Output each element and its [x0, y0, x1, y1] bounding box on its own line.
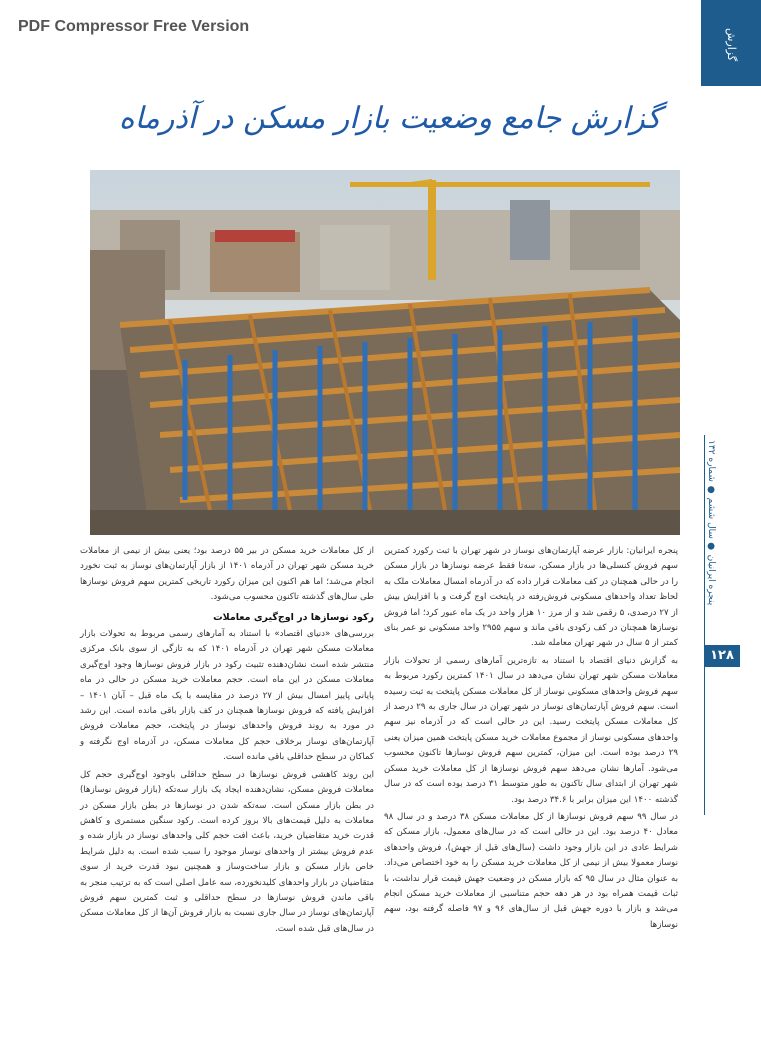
construction-photo: [90, 170, 680, 535]
paragraph: این روند کاهشی فروش نوسازها در سطح حداقلی باوجود اوج‌گیری حجم کل معاملات فروش مسکن، نشان‌دهنده ایجاد یک بازار سه‌تکه (بازار فروش نوسازها) در بطن بازار مسکن است. سه‌تکه شدن در نوسازها در بطن بازار مسکن در معاملات به دلیل قیمت‌های بالا بروز کرده است. رکود سنگین مستمری و کاهش قدرت خرید متقاضیان خرید، باعث افت حجم کلی واحدهای نوساز در بازار شده و عدم فروش بیشتر از واحدهای نوساز موجود را سبب شده است. به دلیل شرایط خاص بازار مسکن و بازار ساخت‌وساز و همچنین نبود قدرت خرید از سوی متقاضیان در بازار واحدهای کلیدنخورده، سه عامل اصلی است که به ترتیب منجر به باقی ماندن فروش نوسازها در سطح حداقلی و ثبت کمترین سهم فروش آپارتمان‌های نوساز در سال جاری نسبت به بازار فروش آن‌ها از کل معاملات مسکن در سال‌های قبل شده است.: [80, 769, 374, 934]
article-title: گزارش جامع وضعیت بازار مسکن در آذرماه: [118, 101, 662, 136]
paragraph: از کل معاملات خرید مسکن در بیر ۵۵ درصد بود؛ یعنی بیش از نیمی از معاملات خرید مسکن شهر تهران در آذرماه ۱۴۰۱ از بازار آپارتمان‌های نوساز به ثبت نخورد انجام می‌شد؛ اما هم اکنون این میزان رکورد تاریخی کمترین سهم فروش نوسازها طی سال‌های گذشته تاکنون محسوب می‌شود.: [80, 546, 374, 603]
section-subheading: رکود نوسازها در اوج‌گیری معاملات: [213, 611, 374, 623]
page-number: ۱۲۸: [704, 645, 740, 667]
paragraph: پنجره ایرانیان: بازار عرضه آپارتمان‌های نوساز در شهر تهران با ثبت رکورد کمترین سهم فروش کنسلی‌ها در بازار مسکن، سه‌تا فقط عرضه نوسازها در بازار مسکن را در حالی همچنان در کف معاملات قرار داده که در آذرماه امسال معاملات ملک به لحاظ تعداد واحدهای مسکونی فروش‌رفته در پایتخت اوج گرفت و با افزایش بیش از ۲۷ درصدی، ۵ رقمی شد و از مرز ۱۰ هزار واحد در یک ماه عبور کرد؛ اما فروش نوسازها همچنان در کف رکودی باقی ماند و سهم ۲۹۵۵ واحد مسکونی نو عمر بنای کمتر از ۵ سال در شهر تهران معامله شد.: [384, 546, 678, 649]
section-label: گزارش: [725, 28, 738, 62]
text-column-left: [80, 544, 374, 939]
paragraph: در سال ۹۹ سهم فروش نوسازها از کل معاملات مسکن ۳۸ درصد و در سال ۹۸ معادل ۴۰ درصد بود. این در حالی است که در سال‌های معمول، بازار مسکن که شرایط عادی در این بازار وجود داشت (سال‌های قبل از جهش)، فروش واحدهای نوساز معمولا بیش از نیمی از کل معاملات خرید مسکن را به خود اختصاص می‌داد. به عنوان مثال در سال ۹۵ که بازار مسکن در وضعیت جهش قیمت قرار نداشت، با ثبات قیمت همراه بود در هر دهه حجم متناسبی از معاملات خرید مسکن انجام می‌شد و بازار با دوره جهش قبل از سال‌های ۹۶ و ۹۷ فاصله گرفته بود، سهم نوسازها: [384, 811, 679, 930]
watermark-text: PDF Compressor Free Version: [18, 18, 250, 35]
side-caption: پنجره ایرانیان ● سال ششم ● شماره ۱۳۲: [706, 440, 716, 606]
text-column-right: [384, 544, 678, 935]
paragraph: به گزارش دنیای اقتصاد با استناد به تازه‌ترین آمارهای رسمی از تحولات بازار معاملات مسکن شهر تهران نشان می‌دهد در سال ۱۴۰۱ کمترین رکورد مربوط به سهم فروش واحدهای مسکونی نوساز از کل معاملات مسکن پایتخت به ثبت رسیده است. سهم فروش آپارتمان‌های نوساز در شهر تهران در سال جاری به ۲۹ درصد از کل معاملات مسکن پایتخت رسید. این در حالی است که در آذرماه نیز سهم واحدهای مسکونی نوساز از مجموع معاملات خرید مسکن پایتخت همین میزان یعنی ۲۹ درصد بوده است. این میزان، کمترین سهم فروش نوسازها تاکنون محسوب می‌شود. آمارها نشان می‌دهد سهم فروش نوسازها از کل معاملات خرید مسکن شهر تهران از ابتدای سال تاکنون به طور متوسط ۳۱ درصد بوده است که در سال گذشته ۱۴۰۰ این میزان برابر با ۳۴.۶ درصد بود.: [384, 655, 679, 805]
paragraph: بررسی‌های «دنیای اقتصاد» با استناد به آمارهای رسمی مربوط به تحولات بازار معاملات مسکن شهر تهران در آذرماه ۱۴۰۱ که به تازگی از سوی بانک مرکزی منتشر شده است نشان‌دهنده تثبیت رکود در بازار فروش نوسازها وجود اوج‌گیری معاملات مسکن در این ماه است. حجم معاملات خرید مسکن در حالی در ماه پایانی پاییز امسال بیش از ۲۷ درصد در مقایسه با یک ماه قبل – آبان ۱۴۰۱ – افزایش یافته که فروش نوسازها همچنان در کف بازار باقی مانده است. این رشد در مورد به روند فروش واحدهای نوساز در پایتخت، حجم معاملات فروش آپارتمان‌های نوساز برخلاف حجم کل معاملات مسکن، در آذرماه اوج نگرفته و کماکان در سطح حداقلی باقی مانده است.: [80, 629, 374, 763]
section-tab: [701, 0, 761, 86]
